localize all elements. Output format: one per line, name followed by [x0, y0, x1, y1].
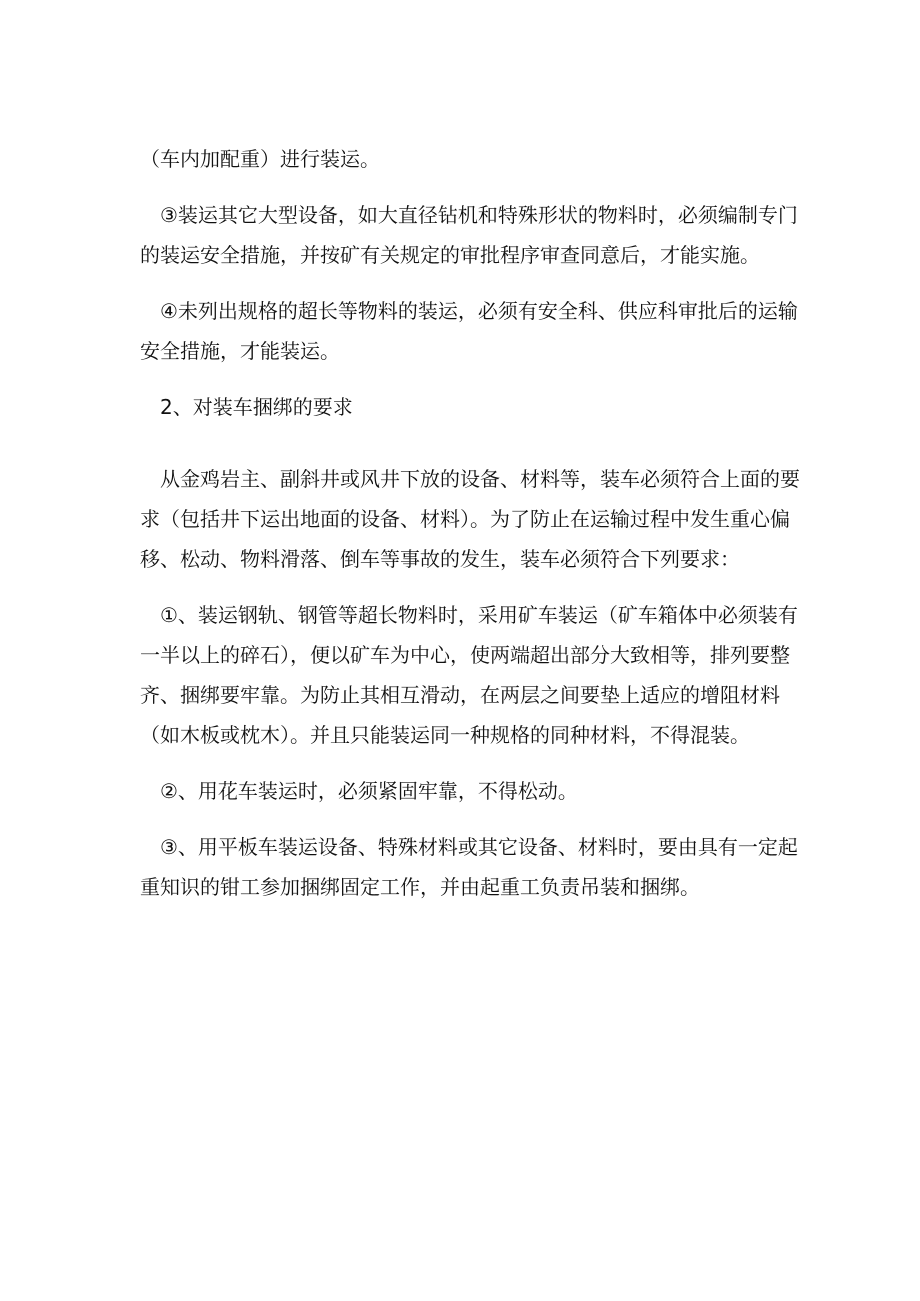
paragraph-loading-requirements-intro: 从金鸡岩主、副斜井或风井下放的设备、材料等，装车必须符合上面的要求（包括井下运出地面的设备、材料）。为了防止在运输过程中发生重心偏移、松动、物料滑落、倒车等事故的发生，装车必须符合下列要求： [140, 467, 800, 571]
paragraph-requirement-2-flower-car: ②、用花车装运时，必须紧固牢靠，不得松动。 [160, 779, 578, 803]
paragraph-item-3-large-equipment: ③装运其它大型设备，如大直径钻机和特殊形状的物料时，必须编制专门的装运安全措施，并按矿有关规定的审批程序审查同意后，才能实施。 [140, 203, 798, 267]
paragraph-requirement-1-rails-pipes: ①、装运钢轨、钢管等超长物料时，采用矿车装运（矿车箱体中必须装有一半以上的碎石），便以矿车为中心，使两端超出部分大致相等，排列要整齐、捆绑要牢靠。为防止其相互滑动，在两层之间要垫上适应的增阻材料（如木板或枕木）。并且只能装运同一种规格的同种材料，不得混装。 [140, 603, 798, 747]
paragraph-requirement-3-flat-car: ③、用平板车装运设备、特殊材料或其它设备、材料时，要由具有一定起重知识的钳工参加捆绑固定工作，并由起重工负责吊装和捆绑。 [140, 835, 798, 899]
paragraph-item-4-oversize-materials: ④未列出规格的超长等物料的装运，必须有安全科、供应科审批后的运输安全措施，才能装运。 [140, 299, 798, 363]
paragraph-continuation: （车内加配重）进行装运。 [140, 147, 380, 171]
document-body [140, 139, 800, 907]
section-heading-loading-binding: 2、对装车捆绑的要求 [160, 395, 353, 419]
